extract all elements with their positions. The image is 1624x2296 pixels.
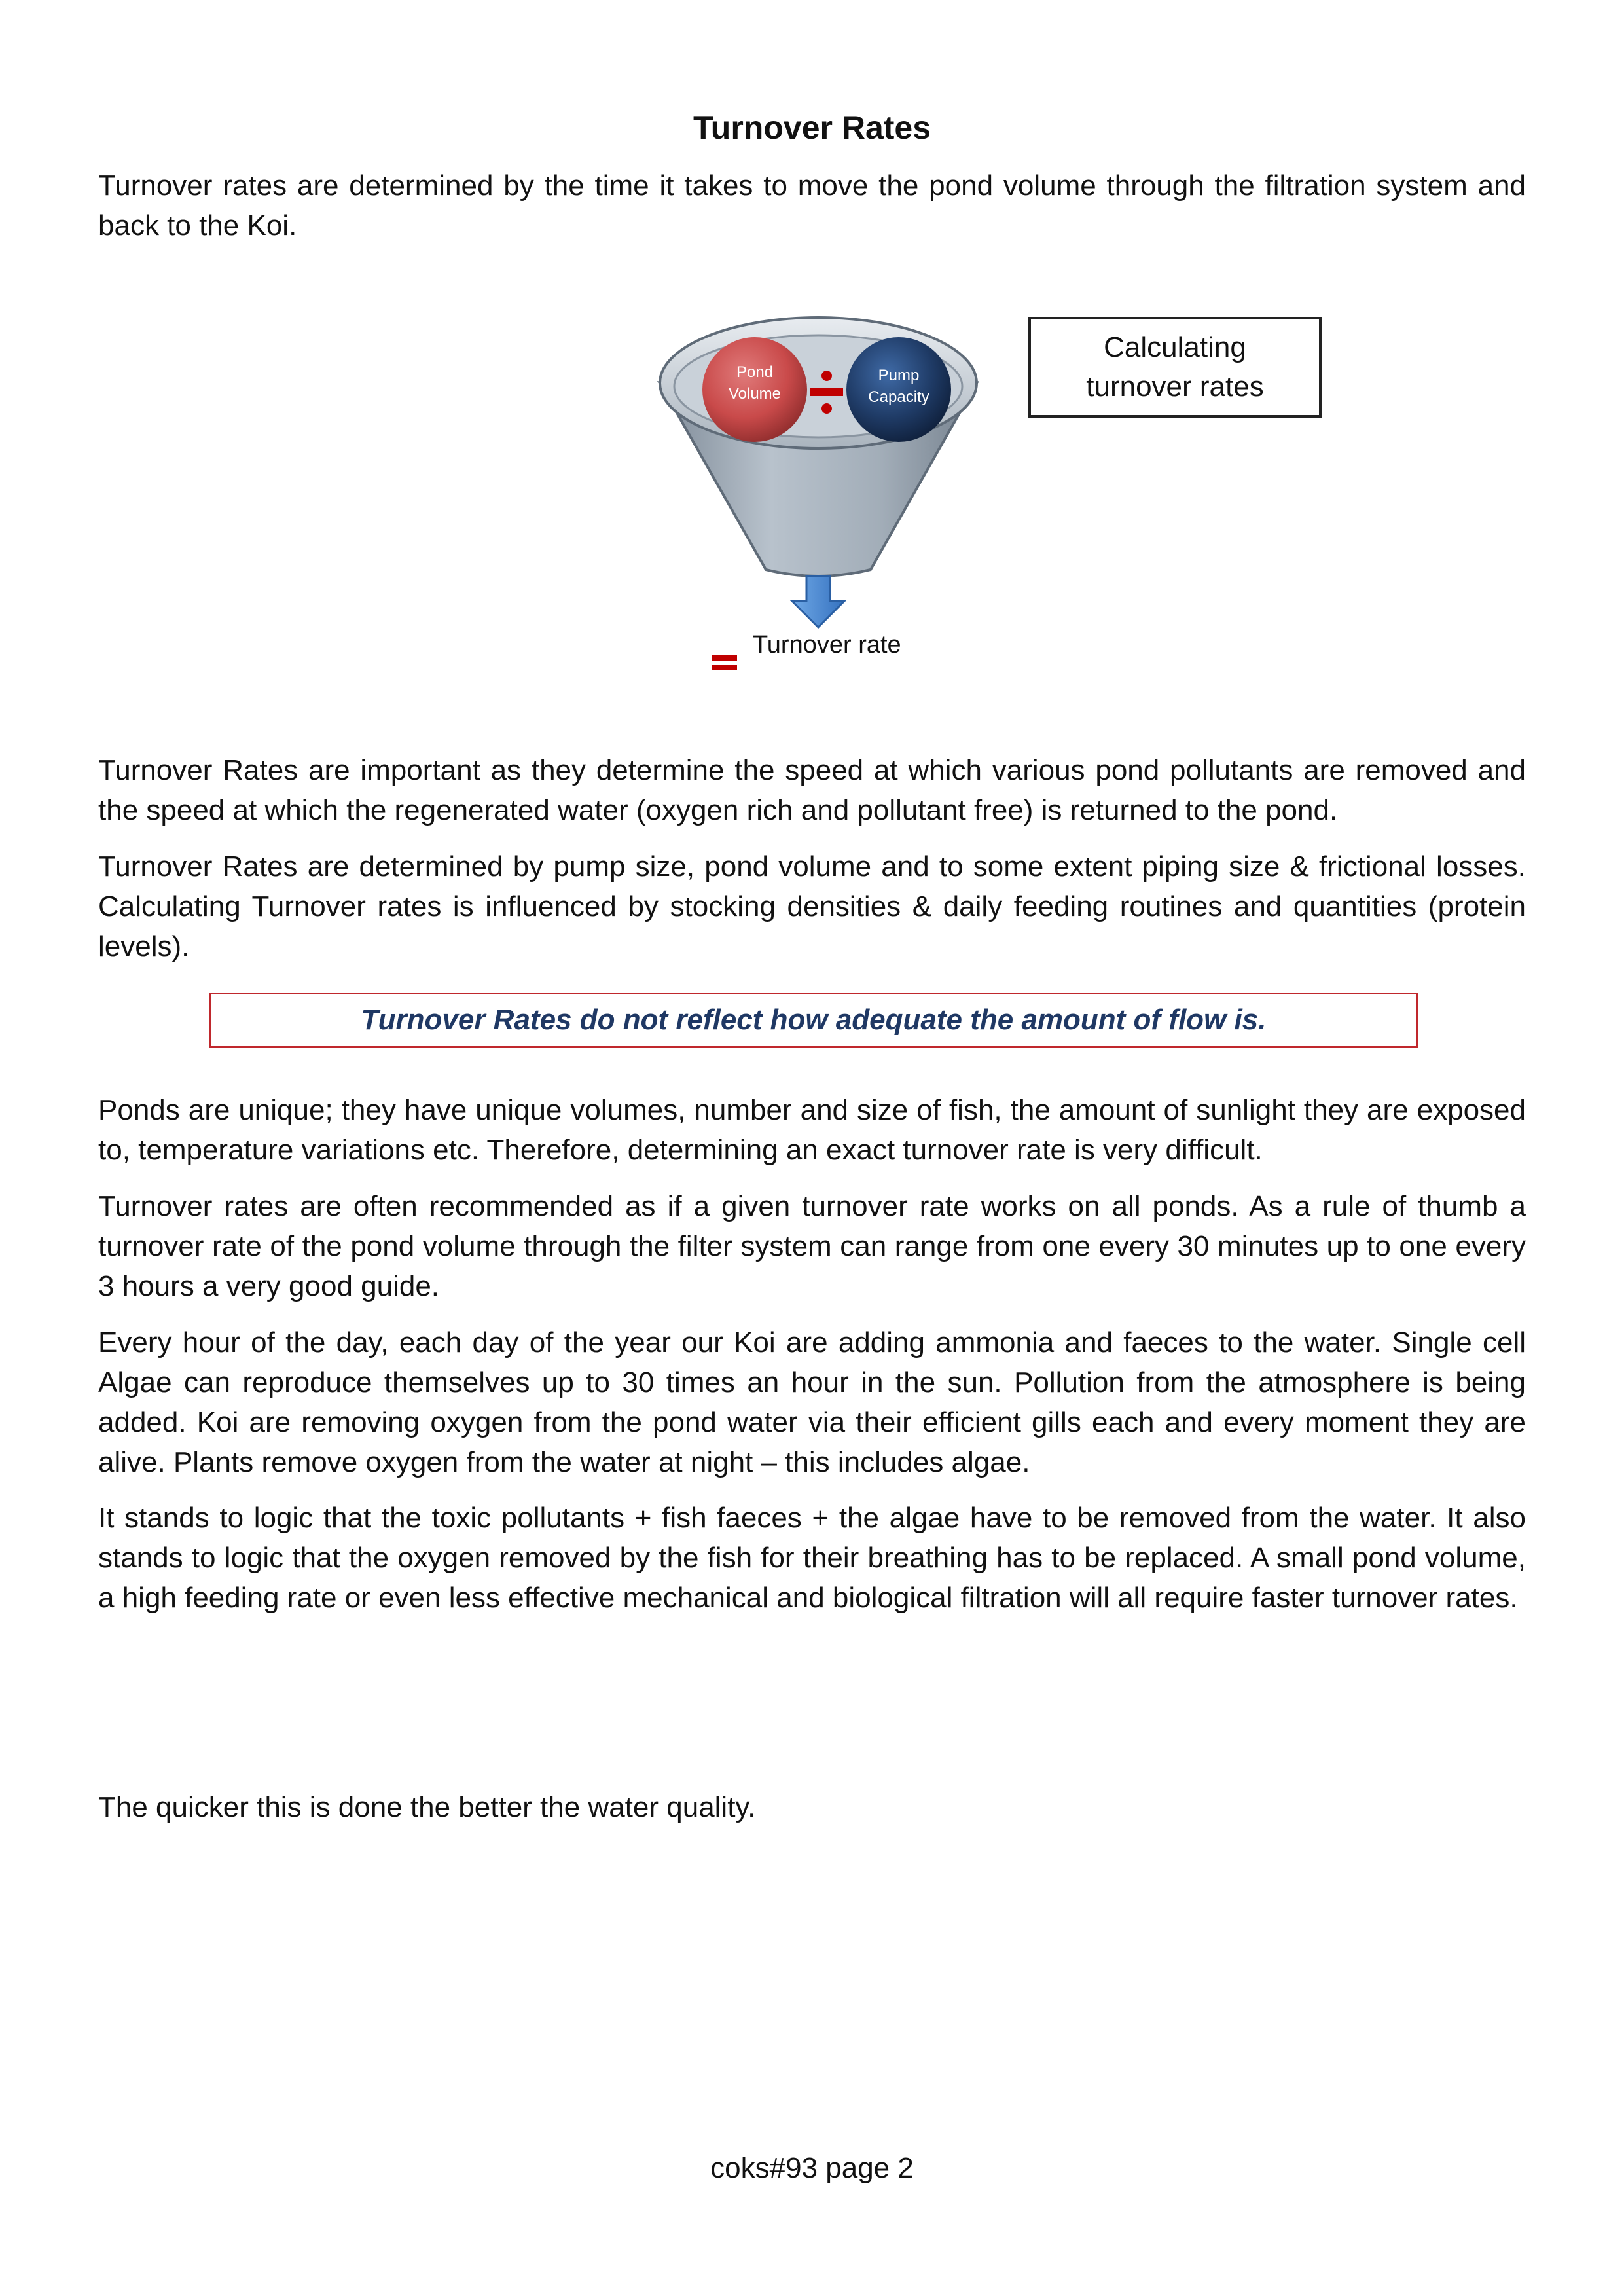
- note-box: [209, 993, 1418, 1048]
- paragraph-logic: It stands to logic that the toxic pollutants + fish faeces + the algae have to be removed from the water. It also stands to logic that the oxygen removed by the fish for their breathing has to be replaced. A small pond volume, a high feeding rate or even less effective mechanical and biological filtration will all require faster turnover rates.: [98, 1502, 1526, 1614]
- page-footer: coks#93 page 2: [710, 2152, 914, 2184]
- callout-box: [1028, 317, 1322, 418]
- note-text: Turnover Rates do not reflect how adequate the amount of flow is.: [361, 1004, 1267, 1036]
- page-title: Turnover Rates: [693, 109, 931, 146]
- turnover-rate-label: Turnover rate: [753, 631, 901, 659]
- down-arrow: [792, 576, 844, 627]
- callout-text: Calculating turnover rates: [1086, 331, 1264, 403]
- paragraph-ponds-unique: Ponds are unique; they have unique volumes, number and size of fish, the amount of sunlight they are exposed to, temperature variations etc. Therefore, determining an exact turnover rate is very difficult.: [98, 1094, 1526, 1166]
- paragraph-importance: Turnover Rates are important as they determine the speed at which various pond pollutants are removed and the speed at which the regenerated water (oxygen rich and pollutant free) is returned to the pond.: [98, 754, 1526, 826]
- paragraph-every-hour: Every hour of the day, each day of the year our Koi are adding ammonia and faeces to the water. Single cell Algae can reproduce themselves up to 30 times an hour in the sun. Pollution from the atmosphere is being added. Koi are removing oxygen from the pond water via their efficient gills each and every moment they are alive. Plants remove oxygen from the water at night – this includes algae.: [98, 1326, 1526, 1478]
- pond-volume-label: Pond Volume: [728, 363, 782, 403]
- pump-capacity-label: Pump Capacity: [868, 367, 929, 406]
- paragraph-determined-by: Turnover Rates are determined by pump size, pond volume and to some extent piping size & frictional losses. Calculating Turnover rates is influenced by stocking densities & daily feeding routines and quantities (protein levels).: [98, 850, 1526, 962]
- paragraph-recommended: Turnover rates are often recommended as if a given turnover rate works on all ponds. As a rule of thumb a turnover rate of the pond volume through the filter system can range from one every 30 minutes up to one every 3 hours a very good guide.: [98, 1190, 1526, 1302]
- intro-paragraph: Turnover rates are determined by the time it takes to move the pond volume through the filtration system and back to the Koi.: [98, 170, 1526, 242]
- paragraph-quicker: The quicker this is done the better the water quality.: [98, 1791, 756, 1823]
- equals-symbol: [712, 655, 737, 670]
